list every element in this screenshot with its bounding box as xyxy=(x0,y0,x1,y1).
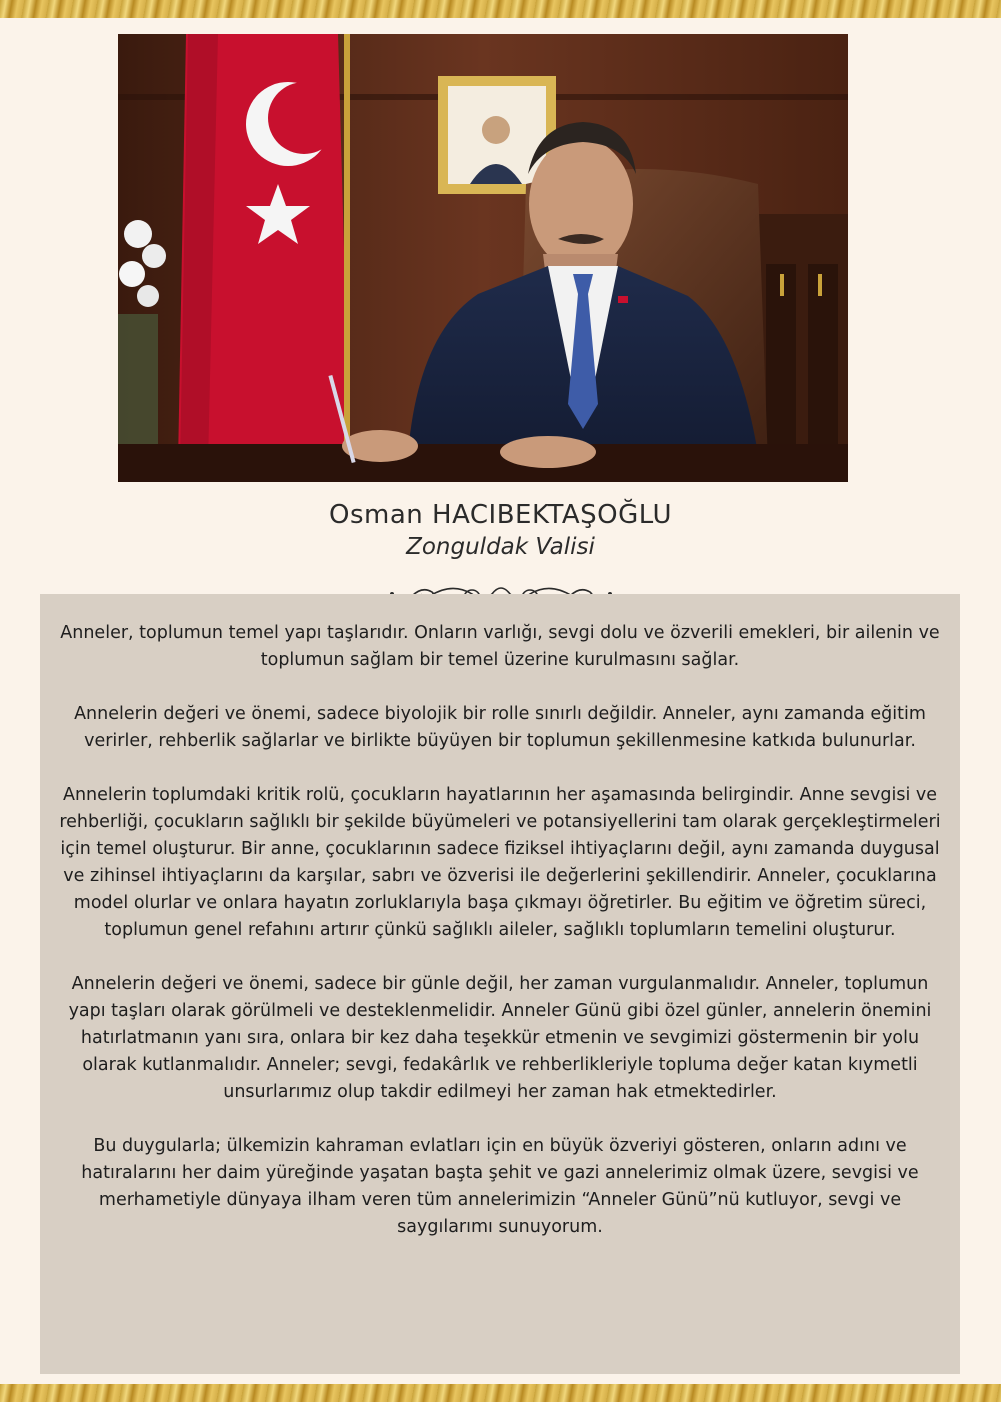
message-paragraph-4: Annelerin değeri ve önemi, sadece bir günle değil, her zaman vurgulanmalıdır. Anneler, toplumun yapı taşları olarak görülmeli ve desteklenmelidir. Anneler Günü gibi özel günler, annelerin önemini hatırlatmanın yanı sıra, onlara bir kez daha teşekkür etmenin ve sevgimizi göstermenin bir yolu olarak kutlanmalıdır. Anneler; sevgi, fedakârlık ve rehberlikleriyle topluma değer katan kıymetli unsurlarımız olup takdir edilmeyi her zaman hak etmektedirler. xyxy=(68,974,932,1102)
gold-border-bottom xyxy=(0,1384,1001,1402)
message-paragraph-2: Annelerin değeri ve önemi, sadece biyolojik bir rolle sınırlı değildir. Anneler, aynı zamanda eğitim verirler, rehberlik sağlarlar ve birlikte büyüyen bir toplumun şekillenmesine katkıda bulunurlar. xyxy=(74,704,926,751)
message-text xyxy=(55,620,945,1268)
official-title: Zonguldak Valisi xyxy=(406,534,595,560)
gold-border-top xyxy=(0,0,1001,18)
official-name: Osman HACIBEKTAŞOĞLU xyxy=(329,500,672,530)
governor-photo xyxy=(118,34,848,482)
message-paragraph-3: Annelerin toplumdaki kritik rolü, çocukların hayatlarının her aşamasında belirgindir. Anne sevgisi ve rehberliği, çocukların sağlıklı bir şekilde büyümeleri ve potansiyellerini tam olarak gerçekleştirmeleri için temel oluşturur. Bir anne, çocuklarının sadece fiziksel ihtiyaçlarını değil, aynı zamanda duygusal ve zihinsel ihtiyaçlarını da karşılar, sabrı ve özverisi ile değerlerini şekillendirir. Anneler, çocuklarına model olurlar ve onlara hayatın zorluklarıyla başa çıkmayı öğretirler. Bu eğitim ve öğretim süreci, toplumun genel refahını artırır çünkü sağlıklı aileler, sağlıklı toplumların temelini oluşturur. xyxy=(59,785,941,940)
message-paragraph-5: Bu duygularla; ülkemizin kahraman evlatları için en büyük özveriyi gösteren, onların adını ve hatıralarını her daim yüreğinde yaşatan başta şehit ve gazi annelerimiz olmak üzere, sevgisi ve merhametiyle dünyaya ilham veren tüm annelerimizin “Anneler Günü”nü kutluyor, sevgi ve saygılarımı sunuyorum. xyxy=(81,1136,919,1237)
message-paragraph-1: Anneler, toplumun temel yapı taşlarıdır. Onların varlığı, sevgi dolu ve özverili emekleri, bir ailenin ve toplumun sağlam bir temel üzerine kurulmasını sağlar. xyxy=(60,623,940,670)
